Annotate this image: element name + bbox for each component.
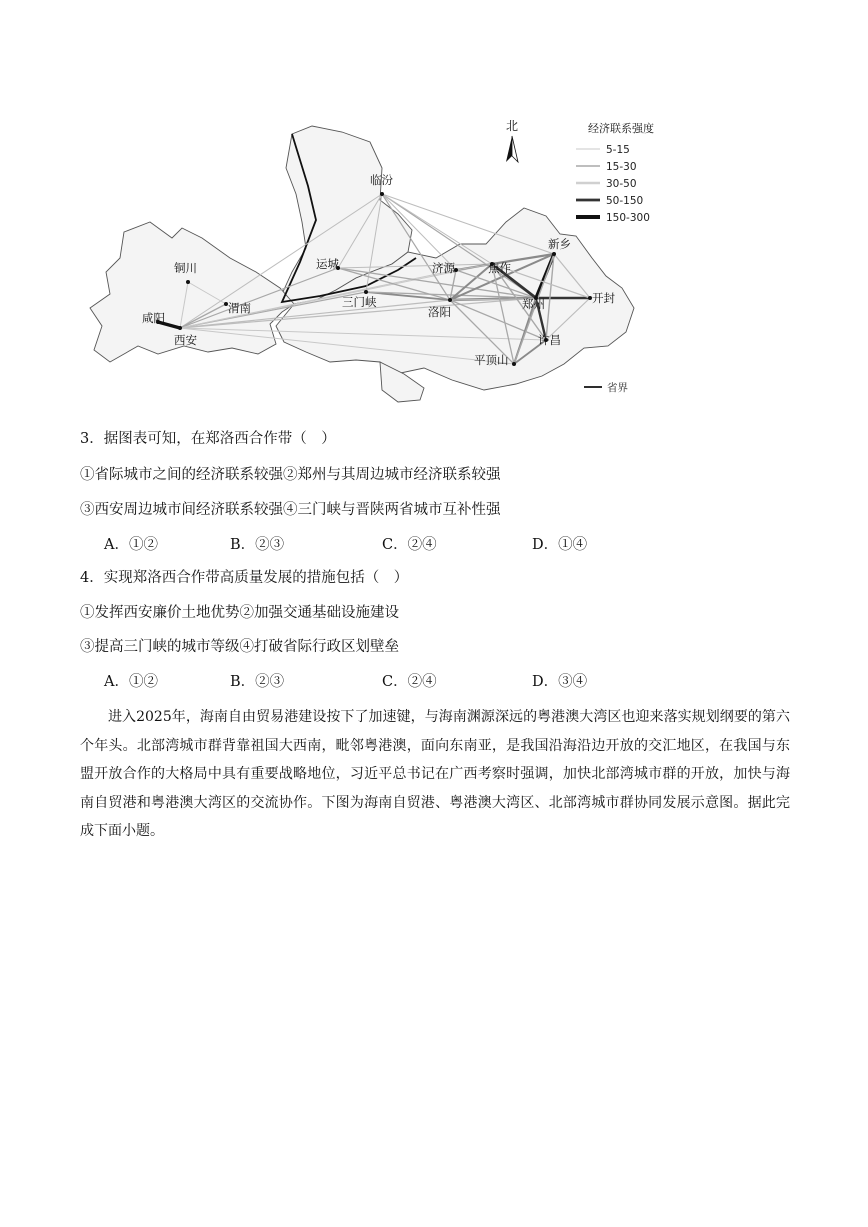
- q4-stem: 4．实现郑洛西合作带高质量发展的措施包括（ ）: [80, 570, 409, 586]
- north-label: 北: [506, 119, 519, 133]
- q3-stem: 3．据图表可知，在郑洛西合作带（ ）: [80, 431, 336, 447]
- q4-statement-line-1: ①发挥西安廉价土地优势②加强交通基础设施建设: [80, 605, 399, 621]
- north-arrow-icon: [506, 119, 518, 162]
- city-label-yuncheng: 运城: [316, 257, 339, 271]
- q3-option-b[interactable]: B．②③: [230, 537, 285, 553]
- city-label-jiyuan: 济源: [432, 261, 455, 275]
- legend-label-50-150: 50-150: [606, 195, 644, 207]
- city-label-sanmenxia: 三门峡: [342, 295, 377, 309]
- q3-statement-line-1: ①省际城市之间的经济联系较强②郑州与其周边城市经济联系较强: [80, 467, 501, 483]
- economic-linkage-map: [80, 112, 680, 412]
- legend-label-150-300: 150-300: [606, 212, 650, 224]
- q4-option-b[interactable]: B．②③: [230, 674, 285, 690]
- city-label-jiaozuo: 焦作: [488, 261, 511, 275]
- legend-label-30-50: 30-50: [606, 178, 637, 190]
- q4-option-c[interactable]: C．②④: [382, 674, 437, 690]
- legend-title: 经济联系强度: [588, 122, 654, 135]
- city-label-zhengzhou: 郑州: [522, 297, 545, 311]
- legend-label-5-15: 5-15: [606, 144, 630, 156]
- city-label-xinxiang: 新乡: [548, 237, 571, 251]
- q4-option-a[interactable]: A．①②: [104, 674, 158, 690]
- q3-option-d[interactable]: D．①④: [532, 537, 588, 553]
- legend-label-15-30: 15-30: [606, 161, 637, 173]
- city-label-xianyang: 咸阳: [142, 311, 165, 325]
- city-label-xuchang: 许昌: [538, 333, 561, 347]
- city-label-pingdingshan: 平顶山: [474, 353, 509, 367]
- q4-statement-line-2: ③提高三门峡的城市等级④打破省际行政区划壁垒: [80, 639, 399, 655]
- q3-statement-line-2: ③西安周边城市间经济联系较强④三门峡与晋陕两省城市互补性强: [80, 502, 501, 518]
- q3-option-c[interactable]: C．②④: [382, 537, 437, 553]
- legend-label-boundary: 省界: [607, 382, 628, 394]
- city-label-luoyang: 洛阳: [428, 305, 451, 319]
- city-label-tongchuan: 铜川: [174, 261, 197, 275]
- city-label-linfen: 临汾: [370, 173, 393, 187]
- city-label-kaifeng: 开封: [592, 291, 615, 305]
- passage-paragraph: 进入2025年，海南自由贸易港建设按下了加速键，与海南渊源深远的粤港澳大湾区也迎来落实规划纲要的第六个年头。北部湾城市群背靠祖国大西南，毗邻粤港澳，面向东南亚，是我国沿海沿边开放的交汇地区，在我国与东盟开放合作的大格局中具有重要战略地位，习近平总书记在广西考察时强调，加快北部湾城市群的开放，加快与海南自贸港和粤港澳大湾区的交流协作。下图为海南自贸港、粤港澳大湾区、北部湾城市群协同发展示意图。据此完成下面小题。: [80, 709, 790, 839]
- city-label-xian: 西安: [174, 333, 197, 347]
- q4-option-d[interactable]: D．③④: [532, 674, 588, 690]
- q3-option-a[interactable]: A．①②: [104, 537, 158, 553]
- city-label-weinan: 渭南: [228, 301, 251, 315]
